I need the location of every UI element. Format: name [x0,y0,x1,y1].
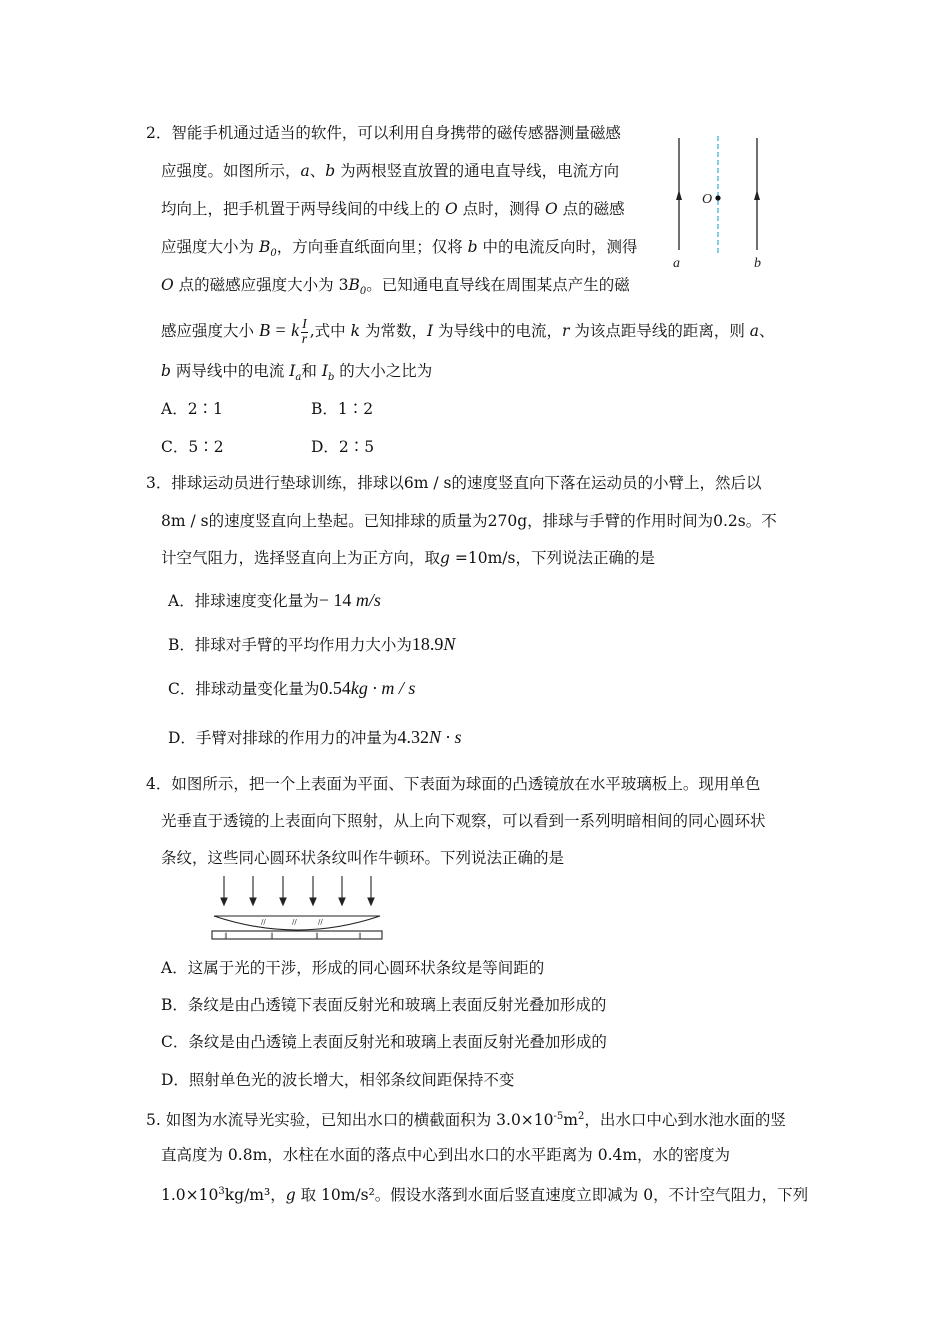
svg-text://: // [261,918,266,926]
q3-option-b[interactable]: B．排球对手臂的平均作用力大小为18.9N [168,634,456,654]
q2-option-a[interactable]: A．2∶1 [161,400,223,418]
q4-option-a[interactable]: A．这属于光的干涉，形成的同心圆环状条纹是等间距的 [161,959,545,977]
q4-option-b[interactable]: B．条纹是由凸透镜下表面反射光和玻璃上表面反射光叠加形成的 [161,996,607,1014]
svg-text:∥: ∥ [358,932,362,940]
q5-line-3: $1.0\times 10^3kg/m^3$，g 取 10m/s²。假设水落到水面后竖直速度立即减为 0，不计空气阻力，下列 [161,1186,809,1205]
q3-line-1: 3．排球运动员进行垫球训练，排球以6m / s的速度竖直向下落在运动员的小臂上，然后以 [146,474,762,492]
label-a: a [673,256,680,271]
q3-option-a[interactable]: A．排球速度变化量为− 14 m/s [168,590,381,610]
q2-option-c[interactable]: C．5∶2 [161,438,224,456]
svg-text://: // [318,918,323,926]
q2-line-6: 感应强度大小 B = k $\frac{I}{r}$ ,式中 k 为常数，I 为导线中的电流，r 为该点距导线的距离，则 a、 [161,316,775,347]
q4-option-c[interactable]: C．条纹是由凸透镜上表面反射光和玻璃上表面反射光叠加形成的 [161,1033,607,1051]
q5-line-1: 5. 如图为水流导光实验，已知出水口的横截面积为 $3.0\times 10^{-5}m^2$，出水口中心到水池水面的竖 [146,1111,786,1130]
q2-line-3: 均向上，把手机置于两导线间的中线上的 O 点时，测得 O 点的磁感 [161,200,625,218]
q2-line-5: O 点的磁感应强度大小为 $3B_0$。已知通电直导线在周围某点产生的磁 [161,276,630,298]
q2-line-7: b 两导线中的电流 $I_a$和 $I_b$ 的大小之比为 [161,362,433,384]
q2-line-4: 应强度大小为 $B_0$，方向垂直纸面向里；仅将 b 中的电流反向时，测得 [161,238,638,260]
q2-option-d[interactable]: D．2∶5 [311,438,375,456]
formula-fraction: $\frac{I}{r}$ [301,316,308,347]
svg-text://: // [292,918,297,926]
newton-rings-figure [208,872,386,944]
wires-figure [666,132,776,274]
label-O: O [702,192,713,207]
q2-line-2: 应强度。如图所示，a、b 为两根竖直放置的通电直导线，电流方向 [161,162,620,180]
formula-lhs: B = k [258,320,300,340]
label-b: b [754,256,761,271]
svg-text:∥: ∥ [270,932,274,940]
q3-line-3: 计空气阻力，选择竖直向上为正方向，取g =10m/s，下列说法正确的是 [161,549,655,567]
q3-option-d[interactable]: D．手臂对排球的作用力的冲量为4.32N · s [168,727,462,747]
q5-line-2: 直高度为 0.8m，水柱在水面的落点中心到出水口的水平距离为 0.4m，水的密度为 [161,1146,731,1164]
q4-line-3: 条纹，这些同心圆环状条纹叫作牛顿环。下列说法正确的是 [161,849,565,867]
q4-line-1: 4．如图所示，把一个上表面为平面、下表面为球面的凸透镜放在水平玻璃板上。现用单色 [146,775,761,793]
q2-option-b[interactable]: B．1∶2 [311,400,374,418]
q4-line-2: 光垂直于透镜的上表面向下照射，从上向下观察，可以看到一系列明暗相间的同心圆环状 [161,812,766,830]
svg-text:∥: ∥ [224,932,228,940]
q3-option-c[interactable]: C．排球动量变化量为0.54kg · m / s [168,678,416,698]
q4-option-d[interactable]: D．照射单色光的波长增大，相邻条纹间距保持不变 [161,1071,515,1089]
q3-line-2: 8m / s的速度竖直向上垫起。已知排球的质量为270g，排球与手臂的作用时间为0.2s。不 [161,512,777,530]
q2-line-1: 2．智能手机通过适当的软件，可以利用自身携带的磁传感器测量磁感 [146,124,621,142]
svg-text:∥: ∥ [315,932,319,940]
